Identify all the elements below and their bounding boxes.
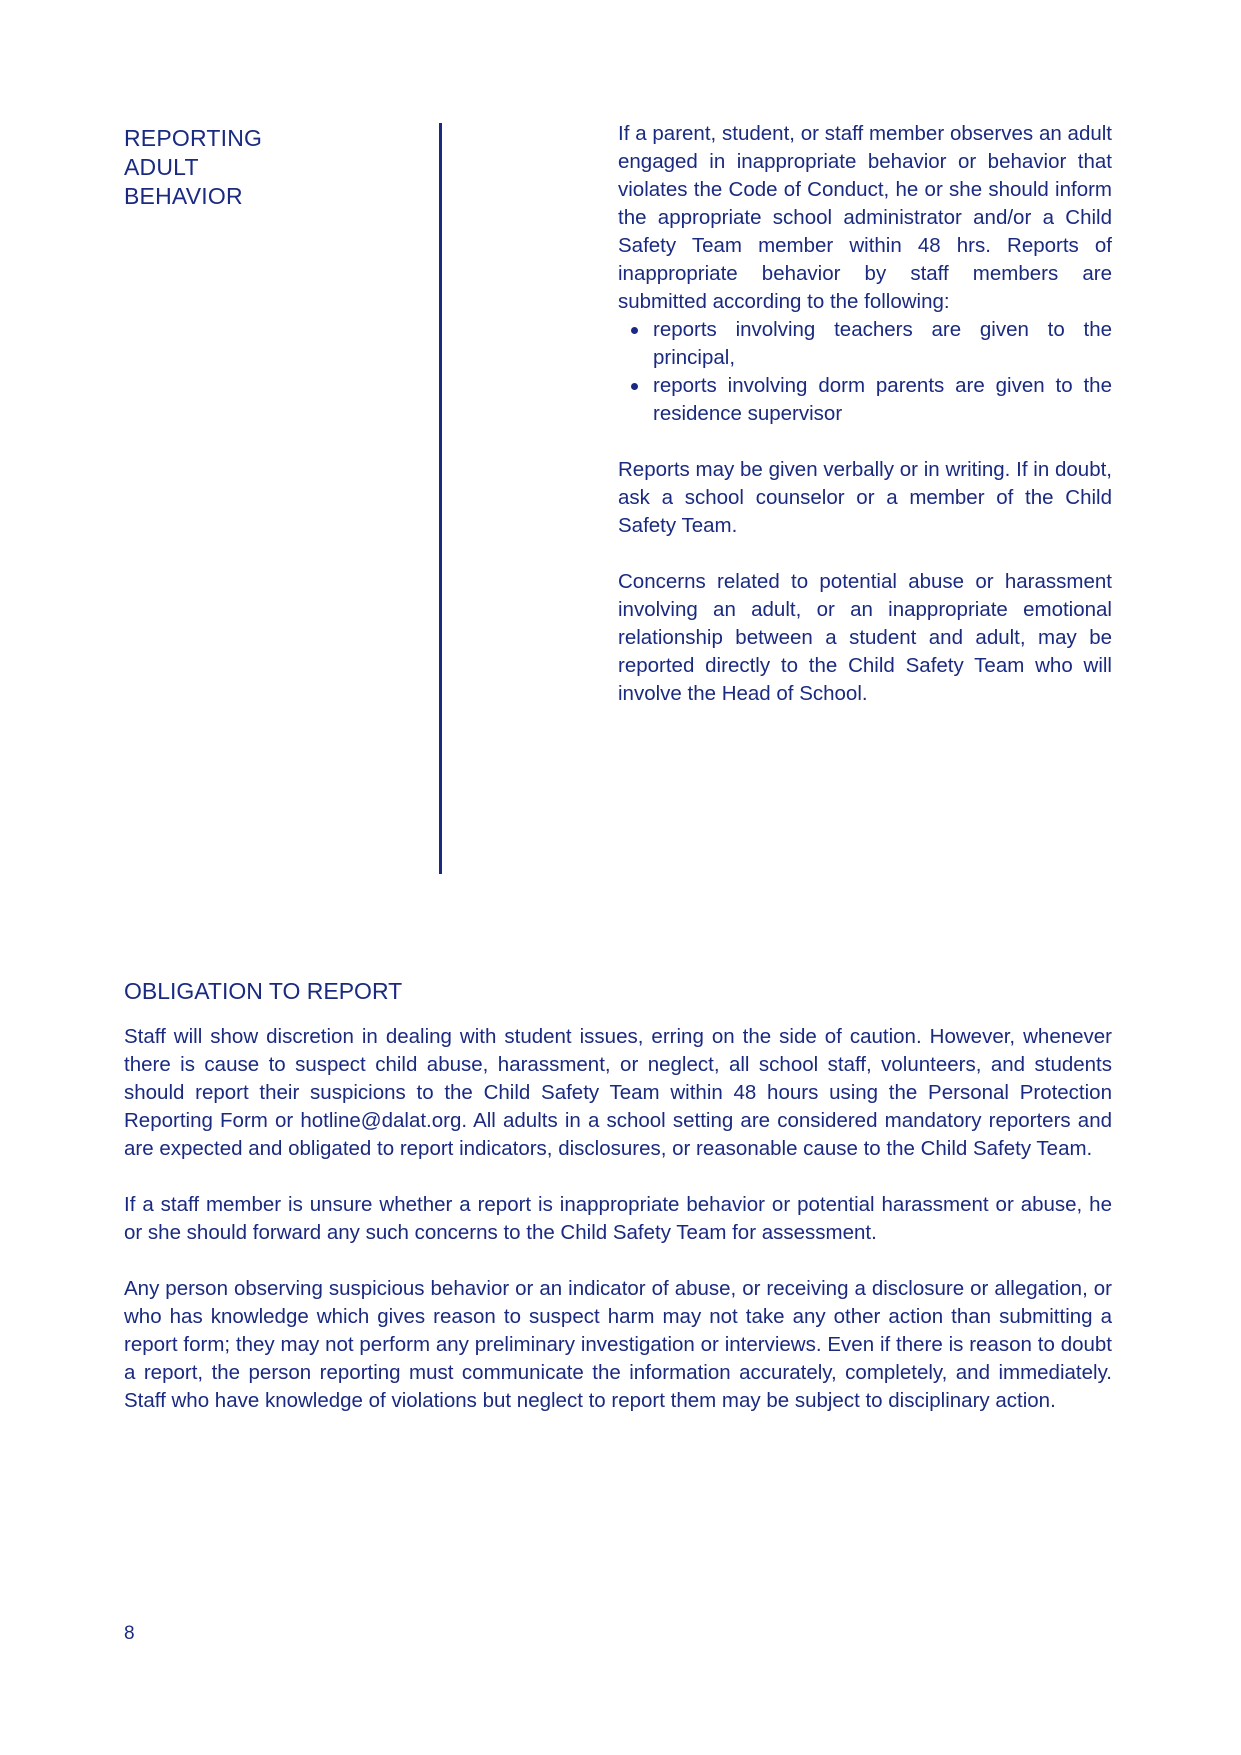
reporting-adult-behavior-heading: REPORTING ADULT BEHAVIOR [124,125,263,209]
obligation-paragraph: If a staff member is unsure whether a report is inappropriate behavior or potential harassment or abuse, he or she should forward any such concerns to the Child Safety Team for assessment. [124,1193,1112,1244]
list-item: reports involving teachers are given to the principal, [653,316,1112,372]
list-item: reports involving dorm parents are given to the residence supervisor [653,372,1112,428]
reporting-intro-paragraph: If a parent, student, or staff member observes an adult engaged in inappropriate behavior or behavior that violates the Code of Conduct, he or she should inform the appropriate school administrator and/or a Child Safety Team member within 48 hrs. Reports of inappropriate behavior by staff members are submitted according to the following: [618,122,1112,313]
obligation-paragraph: Staff will show discretion in dealing with student issues, erring on the side of caution. However, whenever there is cause to suspect child abuse, harassment, or neglect, all school staff, volunteers, and students should report their suspicions to the Child Safety Team within 48 hours using the Personal Protection Reporting Form or hotline@dalat.org. All adults in a school setting are considered mandatory reporters and are expected and obligated to report indicators, disclosures, or reasonable cause to the Child Safety Team. [124,1025,1112,1160]
page-number: 8 [124,1623,135,1644]
reporting-paragraph-concerns: Concerns related to potential abuse or harassment involving an adult, or an inappropriate emotional relationship between a student and adult, may be reported directly to the Child Safety Team who will involve the Head of School. [618,570,1112,705]
reporting-bullet-list [618,316,1112,428]
obligation-section-body [124,1023,1112,1443]
vertical-divider [439,123,442,874]
reporting-paragraph-verbal: Reports may be given verbally or in writing. If in doubt, ask a school counselor or a member of the Child Safety Team. [618,458,1112,537]
reporting-section-body [618,120,1112,708]
obligation-to-report-heading: OBLIGATION TO REPORT [124,978,403,1004]
obligation-paragraph: Any person observing suspicious behavior or an indicator of abuse, or receiving a disclosure or allegation, or who has knowledge which gives reason to suspect harm may not take any other action than submitting a report form; they may not perform any preliminary investigation or interviews. Even if there is reason to doubt a report, the person reporting must communicate the information accurately, completely, and immediately. Staff who have knowledge of violations but neglect to report them may be subject to disciplinary action. [124,1277,1112,1412]
